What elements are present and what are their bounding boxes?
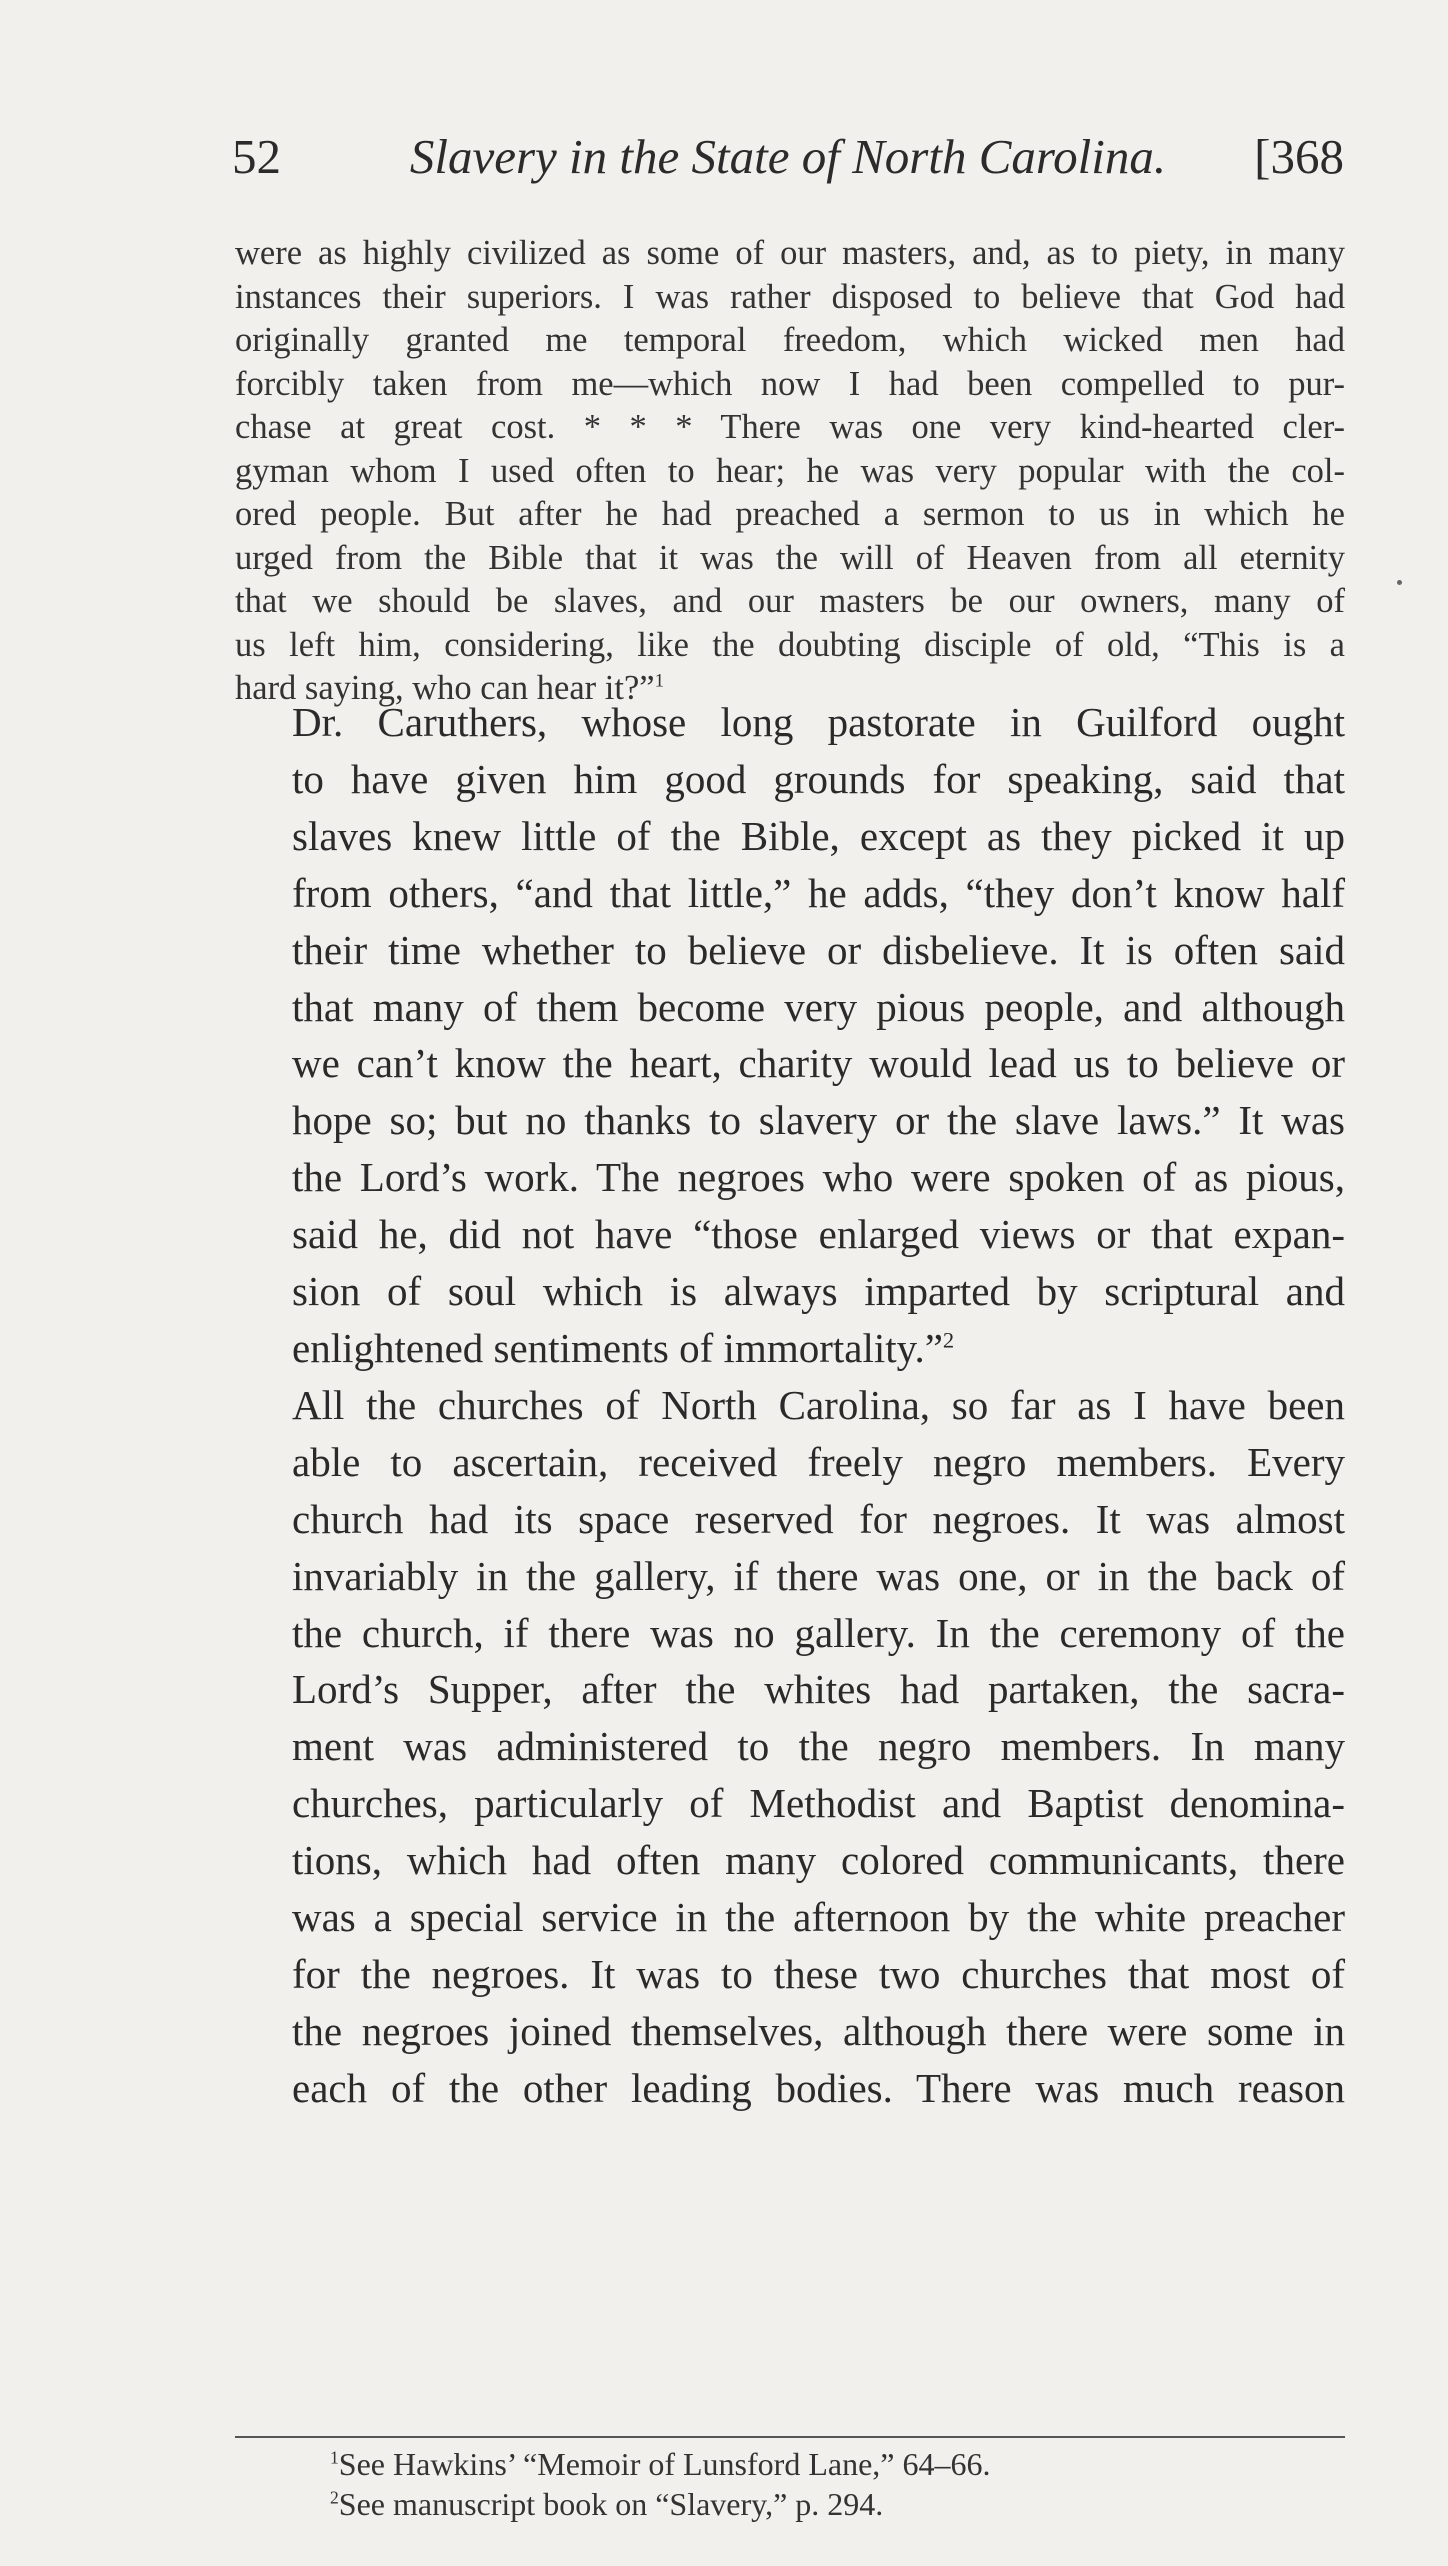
text-line: slaves knew little of the Bible, except as they picked it up — [292, 812, 1345, 859]
text-line: sion of soul which is always imparted by scriptural and — [292, 1268, 1345, 1315]
text-line: that we should be slaves, and our masters be our owners, many of — [235, 582, 1345, 620]
paragraph — [235, 694, 1345, 1377]
footnote-number: 2 — [330, 2487, 339, 2508]
text-line: for the negroes. It was to these two churches that most of — [292, 1950, 1345, 1997]
block-quote — [235, 232, 1345, 711]
text-line: were as highly civilized as some of our masters, and, as to piety, in many — [235, 234, 1345, 272]
text-line: All the churches of North Carolina, so far as I have been — [292, 1381, 1345, 1428]
text-line: churches, particularly of Methodist and Baptist denomina- — [292, 1780, 1345, 1827]
text-line: from others, “and that little,” he adds, “they don’t know half — [292, 869, 1345, 916]
text-line: ment was administered to the negro members. In many — [292, 1723, 1345, 1770]
text-line: able to ascertain, received freely negro members. Every — [292, 1438, 1345, 1485]
footnotes — [330, 2444, 990, 2524]
text-line: forcibly taken from me—which now I had been compelled to pur- — [235, 364, 1345, 403]
text-line: gyman whom I used often to hear; he was very popular with the col- — [235, 451, 1345, 490]
text-line: invariably in the gallery, if there was one, or in the back of — [292, 1552, 1345, 1599]
text-line — [235, 1320, 1345, 1377]
text-line: we can’t know the heart, charity would lead us to believe or — [292, 1040, 1345, 1087]
text-line: tions, which had often many colored communicants, there — [292, 1837, 1345, 1884]
text-line: us left him, considering, like the doubting disciple of old, “This is a — [235, 625, 1345, 664]
text-line: each of the other leading bodies. There was much reason — [292, 2064, 1345, 2111]
text-line: Dr. Caruthers, whose long pastorate in Guilford ought — [292, 699, 1345, 745]
text-line: to have given him good grounds for speaking, said that — [292, 755, 1345, 802]
text-line-content: enlightened sentiments of immortality.” — [292, 1324, 943, 1371]
running-header — [232, 128, 1344, 198]
text-line: Lord’s Supper, after the whites had partaken, the sacra- — [292, 1666, 1345, 1713]
text-line: their time whether to believe or disbelieve. It is often said — [292, 926, 1345, 973]
text-line: said he, did not have “those enlarged views or that expan- — [292, 1211, 1345, 1258]
footnote-ref: 1 — [654, 670, 665, 692]
footnote-text: See Hawkins’ “Memoir of Lunsford Lane,” 64–66. — [338, 2446, 991, 2482]
text-line: that many of them become very pious people, and although — [292, 983, 1345, 1030]
text-line: was a special service in the afternoon by the white preacher — [292, 1894, 1345, 1941]
text-line: the negroes joined themselves, although there were some in — [292, 2007, 1345, 2054]
text-line: hope so; but no thanks to slavery or the slave laws.” It was — [292, 1097, 1345, 1144]
footnote — [330, 2484, 990, 2524]
body-text — [235, 694, 1345, 2117]
page-number: 52 — [232, 129, 281, 184]
running-title: Slavery in the State of North Carolina. — [409, 129, 1167, 184]
footnote-number: 1 — [330, 2447, 339, 2468]
text-line: ored people. But after he had preached a sermon to us in which he — [235, 495, 1345, 533]
text-line: urged from the Bible that it was the will of Heaven from all eternity — [235, 538, 1345, 577]
footnote — [330, 2444, 990, 2484]
page-reference: [368 — [1254, 129, 1344, 184]
text-line: the church, if there was no gallery. In the ceremony of the — [292, 1609, 1345, 1656]
text-line: chase at great cost. * * * There was one very kind-hearted cler- — [235, 408, 1345, 446]
text-line: the Lord’s work. The negroes who were spoken of as pious, — [292, 1154, 1345, 1201]
paragraph — [235, 1377, 1345, 2117]
text-line-content: hard saying, who can hear it?” — [235, 669, 655, 707]
text-line: originally granted me temporal freedom, which wicked men had — [235, 321, 1345, 359]
text-line: instances their superiors. I was rather disposed to believe that God had — [235, 277, 1345, 316]
footnote-text: See manuscript book on “Slavery,” p. 294. — [338, 2486, 884, 2522]
footnote-ref: 2 — [942, 1327, 955, 1353]
footnote-rule — [235, 2436, 1345, 2438]
margin-speck — [1397, 580, 1402, 585]
text-line: church had its space reserved for negroes. It was almost — [292, 1495, 1345, 1542]
